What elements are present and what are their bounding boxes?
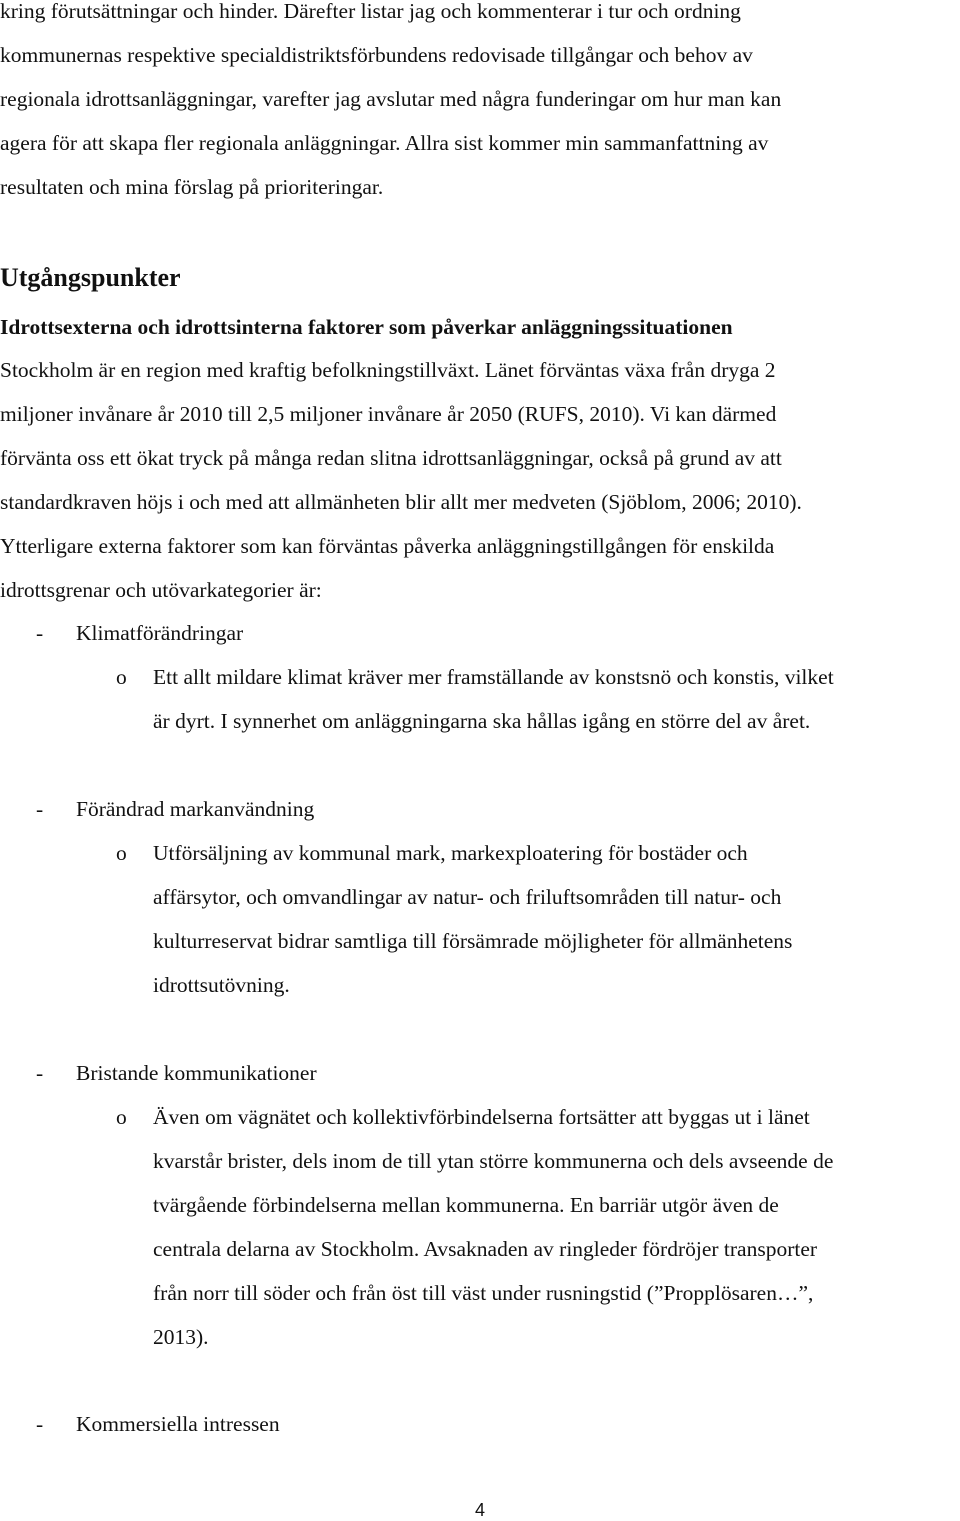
sub-item-line: är dyrt. I synnerhet om anläggningarna ska hållas igång en större del av året. xyxy=(153,709,811,733)
list-item-label: Klimatförändringar xyxy=(76,621,244,645)
body-line: Ytterligare externa faktorer som kan förväntas påverka anläggningstillgången för enskilda xyxy=(0,534,775,558)
intro-line: regionala idrottsanläggningar, varefter jag avslutar med några funderingar om hur man kan xyxy=(0,87,782,111)
section-subheading: Idrottsexterna och idrottsinterna faktorer som påverkar anläggningssituationen xyxy=(0,315,733,339)
sub-item-line: centrala delarna av Stockholm. Avsaknaden av ringleder fördröjer transporter xyxy=(153,1237,818,1261)
sub-item-line: från norr till söder och från öst till väst under rusningstid (”Propplösaren…”, xyxy=(153,1281,814,1305)
page-number: 4 xyxy=(474,1500,485,1520)
list-dash-marker: - xyxy=(36,797,44,821)
list-dash-marker: - xyxy=(36,621,44,645)
sub-item-line: Även om vägnätet och kollektivförbindelserna fortsätter att byggas ut i länet xyxy=(153,1105,810,1129)
sub-item-line: tvärgående förbindelserna mellan kommunerna. En barriär utgör även de xyxy=(153,1193,779,1217)
list-dash-marker: - xyxy=(36,1412,44,1436)
body-line: miljoner invånare år 2010 till 2,5 miljoner invånare år 2050 (RUFS, 2010). Vi kan därmed xyxy=(0,402,777,426)
sub-bullet-marker: o xyxy=(116,1105,127,1129)
intro-line: kommunernas respektive specialdistriktsförbundens redovisade tillgångar och behov av xyxy=(0,43,753,67)
intro-line: resultaten och mina förslag på prioriteringar. xyxy=(0,175,384,199)
sub-bullet-marker: o xyxy=(116,841,127,865)
intro-line: agera för att skapa fler regionala anläggningar. Allra sist kommer min sammanfattning av xyxy=(0,131,769,155)
intro-line: kring förutsättningar och hinder. Därefter listar jag och kommenterar i tur och ordning xyxy=(0,0,741,23)
body-line: Stockholm är en region med kraftig befolkningstillväxt. Länet förväntas växa från dryga 2 xyxy=(0,358,776,382)
sub-item-line: Utförsäljning av kommunal mark, markexploatering för bostäder och xyxy=(153,841,748,865)
section-heading: Utgångspunkter xyxy=(0,263,181,292)
sub-item-line: Ett allt mildare klimat kräver mer framställande av konstsnö och konstis, vilket xyxy=(153,665,834,689)
list-item-label: Bristande kommunikationer xyxy=(76,1061,317,1085)
sub-item-line: affärsytor, och omvandlingar av natur- och friluftsområden till natur- och xyxy=(153,885,782,909)
sub-item-line: kulturreservat bidrar samtliga till försämrade möjligheter för allmänhetens xyxy=(153,929,793,953)
sub-bullet-marker: o xyxy=(116,665,127,689)
list-item-label: Kommersiella intressen xyxy=(76,1412,280,1436)
sub-item-line: idrottsutövning. xyxy=(153,973,290,997)
body-line: förvänta oss ett ökat tryck på många redan slitna idrottsanläggningar, också på grund av att xyxy=(0,446,782,470)
sub-item-line: kvarstår brister, dels inom de till ytan större kommunerna och dels avseende de xyxy=(153,1149,834,1173)
body-line: idrottsgrenar och utövarkategorier är: xyxy=(0,578,322,602)
body-line: standardkraven höjs i och med att allmänheten blir allt mer medveten (Sjöblom, 2006; 2010). xyxy=(0,490,802,514)
list-item-label: Förändrad markanvändning xyxy=(76,797,315,821)
sub-item-line: 2013). xyxy=(153,1325,209,1349)
list-dash-marker: - xyxy=(36,1061,44,1085)
